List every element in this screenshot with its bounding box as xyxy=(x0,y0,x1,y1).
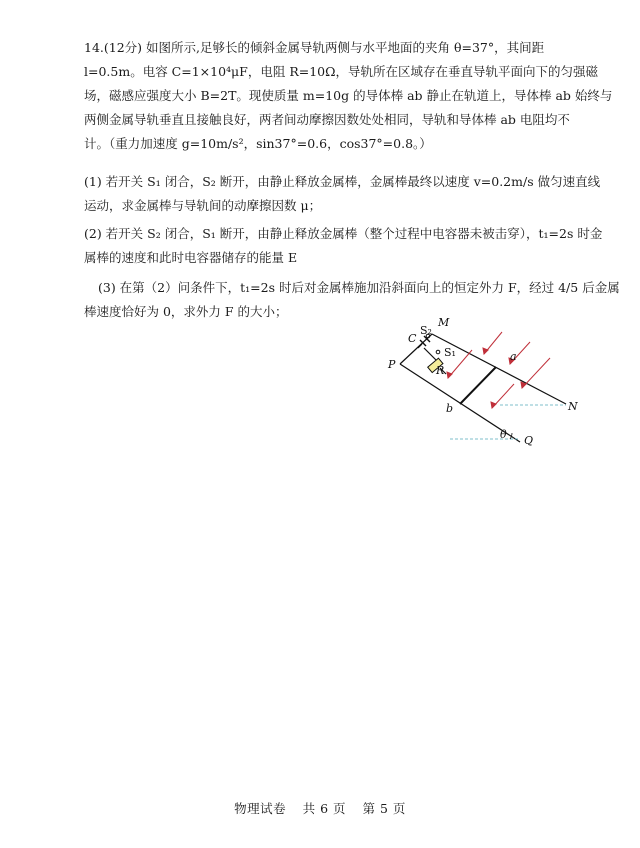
page-footer xyxy=(0,799,640,817)
part3-line-1: (3) 在第（2）问条件下，t₁=2s 时后对金属棒施加沿斜面向上的恒定外力 F，经过 4/5 后金属 xyxy=(98,280,620,295)
rod-ab xyxy=(460,367,496,404)
label-b: b xyxy=(446,402,454,415)
rail-MN xyxy=(432,334,566,404)
circuit-rail-diagram xyxy=(380,312,580,452)
footer-page-number: 第 5 页 xyxy=(362,801,406,816)
footer-total-pages: 共 6 页 xyxy=(302,801,346,816)
label-S1: S₁ xyxy=(444,346,456,359)
stem-line-5: 计。（重力加速度 g=10m/s²，sin37°=0.6，cos37°=0.8。） xyxy=(84,136,432,151)
stem-line-1: 14.(12分) 如图所示,足够长的倾斜金属导轨两侧与水平地面的夹角 θ=37°，其间距 xyxy=(84,40,545,55)
part1-line-2: 运动，求金属棒与导轨间的动摩擦因数 μ； xyxy=(84,198,322,213)
stem-line-2: l=0.5m。电容 C=1×10⁴μF，电阻 R=10Ω，导轨所在区域存在垂直导轨平面向下的匀强磁 xyxy=(84,64,598,79)
label-S2: S₂ xyxy=(420,324,432,337)
part2-line-2: 属棒的速度和此时电容器储存的能量 E xyxy=(84,250,298,265)
stem-line-4: 两侧金属导轨垂直且接触良好，两者间动摩擦因数处处相同，导轨和导体棒 ab 电阻均不 xyxy=(84,112,570,127)
label-Q: Q xyxy=(524,434,534,447)
label-theta: θ xyxy=(500,428,507,441)
switch-s1-contact xyxy=(436,350,440,354)
label-N: N xyxy=(568,400,578,413)
part2-line-1: (2) 若开关 S₂ 闭合，S₁ 断开，由静止释放金属棒（整个过程中电容器未被击穿），t₁=2s 时金 xyxy=(84,226,603,241)
question-part-1 xyxy=(84,170,604,218)
question-part-2 xyxy=(84,222,604,270)
label-R: R xyxy=(436,364,445,377)
footer-title: 物理试卷 xyxy=(234,801,287,816)
label-C: C xyxy=(408,332,417,345)
label-P: P xyxy=(388,358,396,371)
part1-line-1: (1) 若开关 S₁ 闭合，S₂ 断开，由静止释放金属棒，金属棒最终以速度 v=0.2m/s 做匀速直线 xyxy=(84,174,601,189)
part3-line-2: 棒速度恰好为 0，求外力 F 的大小； xyxy=(84,304,288,319)
label-a: a xyxy=(510,350,517,363)
label-M: M xyxy=(438,316,450,329)
field-arrows xyxy=(447,332,550,408)
stem-line-3: 场，磁感应强度大小 B=2T。现使质量 m=10g 的导体棒 ab 静止在轨道上，导体棒 ab 始终与 xyxy=(84,88,613,103)
problem-stem xyxy=(84,36,613,156)
